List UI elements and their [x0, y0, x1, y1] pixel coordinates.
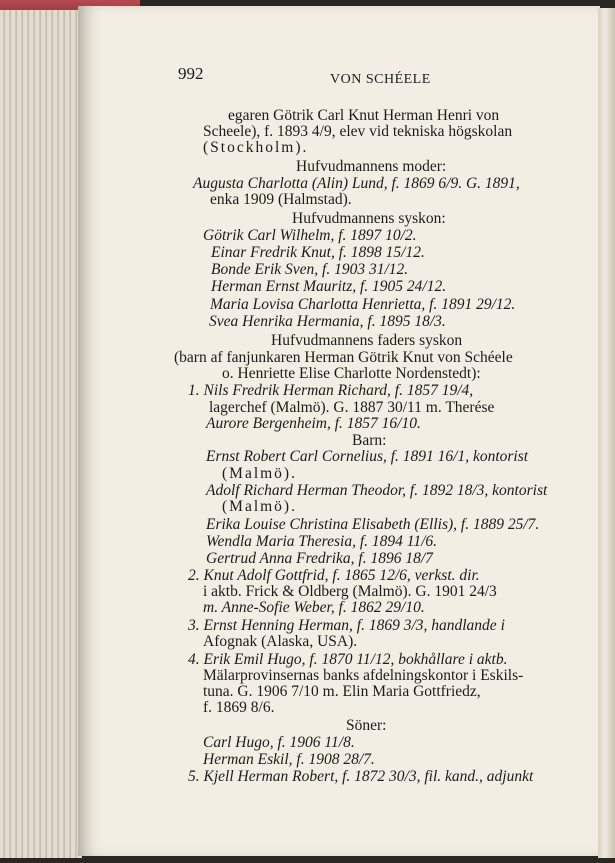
list-item: Carl Hugo, f. 1906 11/8.	[203, 734, 355, 751]
text-line: enka 1909 (Halmstad).	[210, 191, 352, 208]
numbered-entry: 5. Kjell Herman Robert, f. 1872 30/3, fil. kand., adjunkt	[188, 768, 534, 785]
text-line: (Malmö).	[222, 498, 297, 515]
section-heading: Hufvudmannens faders syskon	[271, 332, 463, 349]
section-heading: Barn:	[352, 432, 387, 449]
section-heading: Hufvudmannens moder:	[296, 158, 447, 175]
text-line: lagerchef (Malmö). G. 1887 30/11 m. Therése	[209, 399, 495, 416]
list-item: Herman Eskil, f. 1908 28/7.	[203, 751, 375, 768]
list-item: Bonde Erik Sven, f. 1903 31/12.	[211, 261, 409, 278]
text-line: m. Anne-Sofie Weber, f. 1862 29/10.	[203, 599, 425, 616]
text-line: (barn af fanjunkaren Herman Götrik Knut von Schéele	[174, 349, 513, 366]
page-right-edge	[598, 8, 615, 858]
list-item: Herman Ernst Mauritz, f. 1905 24/12.	[211, 278, 447, 295]
text-line: Mälarprovinsernas banks afdelningskontor i Eskils-	[203, 667, 524, 684]
text-line: o. Henriette Elise Charlotte Nordenstedt):	[222, 365, 481, 382]
numbered-entry: 2. Knut Adolf Gottfrid, f. 1865 12/6, verkst. dir.	[188, 567, 480, 584]
numbered-entry: 4. Erik Emil Hugo, f. 1870 11/12, bokhållare i aktb.	[188, 651, 508, 668]
list-item: Svea Henrika Hermania, f. 1895 18/3.	[209, 313, 446, 330]
list-item: Einar Fredrik Knut, f. 1898 15/12.	[211, 244, 425, 261]
text-line: Augusta Charlotta (Alin) Lund, f. 1869 6/9. G. 1891,	[193, 175, 520, 192]
text-line: (Stockholm).	[203, 139, 309, 156]
running-title: VON SCHÉELE	[330, 72, 431, 87]
text-line: Afognak (Alaska, USA).	[203, 633, 358, 650]
list-item: Ernst Robert Carl Cornelius, f. 1891 16/1, kontorist	[206, 448, 529, 465]
text-line: tuna. G. 1906 7/10 m. Elin Maria Gottfriedz,	[203, 683, 481, 700]
text-line: i aktb. Frick & Oldberg (Malmö). G. 1901 24/3	[203, 583, 497, 600]
text-line: egaren Götrik Carl Knut Herman Henri von	[228, 107, 500, 124]
text-line: Aurore Bergenheim, f. 1857 16/10.	[206, 415, 421, 432]
section-heading: Hufvudmannens syskon:	[292, 210, 446, 227]
section-heading: Söner:	[346, 717, 387, 734]
list-item: Maria Lovisa Charlotta Henrietta, f. 1891 29/12.	[210, 296, 516, 313]
list-item: Adolf Richard Herman Theodor, f. 1892 18/3, kontorist	[206, 482, 548, 499]
page-number: 992	[178, 64, 204, 83]
text-line: f. 1869 8/6.	[203, 699, 275, 716]
numbered-entry: 3. Ernst Henning Herman, f. 1869 3/3, handlande i	[188, 617, 505, 634]
text-line: Scheele), f. 1893 4/9, elev vid tekniska högskolan	[203, 123, 513, 140]
page-stack-edge	[0, 10, 82, 858]
numbered-entry: 1. Nils Fredrik Herman Richard, f. 1857 19/4,	[188, 382, 474, 399]
list-item: Wendla Maria Theresia, f. 1894 11/6.	[206, 533, 438, 550]
list-item: Gertrud Anna Fredrika, f. 1896 18/7	[206, 550, 433, 567]
text-line: (Malmö).	[222, 465, 297, 482]
list-item: Götrik Carl Wilhelm, f. 1897 10/2.	[203, 227, 417, 244]
list-item: Erika Louise Christina Elisabeth (Ellis), f. 1889 25/7.	[206, 516, 540, 533]
